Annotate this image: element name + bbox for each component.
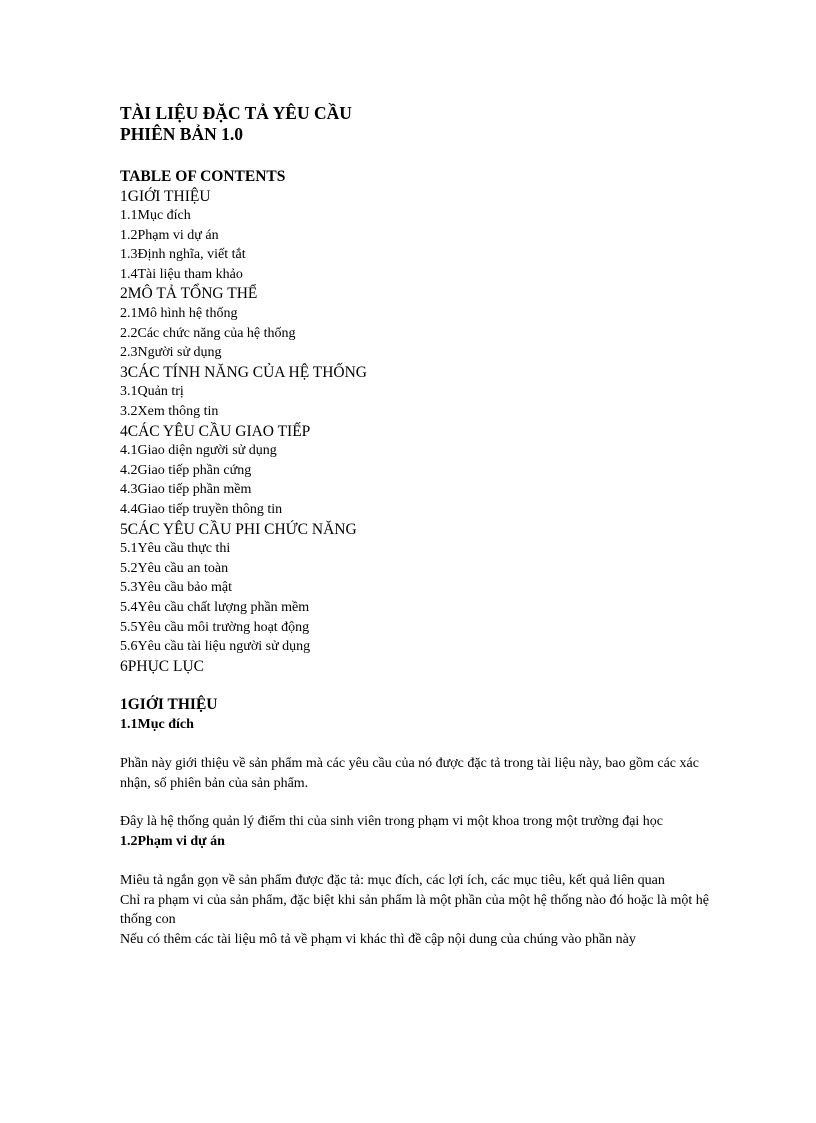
paragraph: Miêu tả ngắn gọn về sản phẩm được đặc tả: mục đích, các lợi ích, các mục tiêu, kết quả liên quan (120, 873, 665, 889)
table-of-contents (120, 167, 710, 676)
toc-item[interactable]: 5.4Yêu cầu chất lượng phần mềm (120, 599, 310, 615)
toc-item[interactable]: 1.2Phạm vi dự án (120, 227, 219, 243)
title-line-1: TÀI LIỆU ĐẶC TẢ YÊU CẦU (120, 103, 352, 123)
toc-item[interactable]: 2.2Các chức năng của hệ thống (120, 325, 296, 341)
toc-item[interactable]: 6PHỤC LỤC (120, 657, 204, 675)
toc-item[interactable]: 3.1Quản trị (120, 384, 184, 400)
subsection-heading: 1.2Phạm vi dự án (120, 833, 225, 849)
paragraph: Đây là hệ thống quản lý điểm thi của sinh viên trong phạm vi một khoa trong một trường đại học (120, 814, 664, 830)
section-heading: 1GIỚI THIỆU (120, 696, 218, 713)
paragraph: Nếu có thêm các tài liệu mô tả về phạm vi khác thì đề cập nội dung của chúng vào phần này (120, 932, 636, 948)
toc-heading: TABLE OF CONTENTS (120, 168, 286, 185)
subsection-heading: 1.1Mục đích (120, 716, 194, 732)
toc-item[interactable]: 5.5Yêu cầu môi trường hoạt động (120, 619, 310, 635)
toc-item[interactable]: 5.2Yêu cầu an toàn (120, 560, 229, 576)
toc-item[interactable]: 4.1Giao diện người sử dụng (120, 443, 277, 459)
toc-item[interactable]: 4.4Giao tiếp truyền thông tin (120, 502, 283, 517)
paragraph: Chỉ ra phạm vi của sản phẩm, đặc biệt khi sản phẩm là một phần của một hệ thống nào đó hoặc là một hệ thống con (120, 892, 710, 928)
toc-item[interactable]: 2MÔ TẢ TỔNG THỂ (120, 285, 258, 303)
title-line-2: PHIÊN BẢN 1.0 (120, 124, 243, 144)
paragraph: Phần này giới thiệu về sản phẩm mà các yêu cầu của nó được đặc tả trong tài liệu này, bao gồm các xác nhận, số phiên bản của sản phẩm. (120, 756, 699, 791)
toc-item[interactable]: 1GIỚI THIỆU (120, 187, 211, 205)
toc-item[interactable]: 2.1Mô hình hệ thống (120, 306, 238, 322)
toc-item[interactable]: 1.4Tài liệu tham khảo (120, 266, 243, 282)
toc-item[interactable]: 3.2Xem thông tin (120, 404, 219, 420)
toc-item[interactable]: 2.3Người sử dụng (120, 345, 222, 361)
toc-item[interactable]: 3CÁC TÍNH NĂNG CỦA HỆ THỐNG (120, 363, 368, 381)
section-1 (120, 695, 710, 950)
toc-item[interactable]: 1.1Mục đích (120, 208, 191, 224)
document-title (120, 103, 710, 145)
toc-item[interactable]: 4.2Giao tiếp phần cứng (120, 462, 252, 478)
toc-item[interactable]: 4.3Giao tiếp phần mềm (120, 482, 252, 498)
toc-item[interactable]: 1.3Định nghĩa, viết tắt (120, 247, 246, 263)
toc-list (120, 187, 710, 677)
toc-item[interactable]: 5.6Yêu cầu tài liệu người sử dụng (120, 639, 311, 655)
toc-item[interactable]: 5.3Yêu cầu bảo mật (120, 580, 232, 596)
toc-item[interactable]: 4CÁC YÊU CẦU GIAO TIẾP (120, 422, 311, 440)
toc-item[interactable]: 5CÁC YÊU CẦU PHI CHỨC NĂNG (120, 520, 357, 538)
toc-item[interactable]: 5.1Yêu cầu thực thi (120, 541, 231, 557)
